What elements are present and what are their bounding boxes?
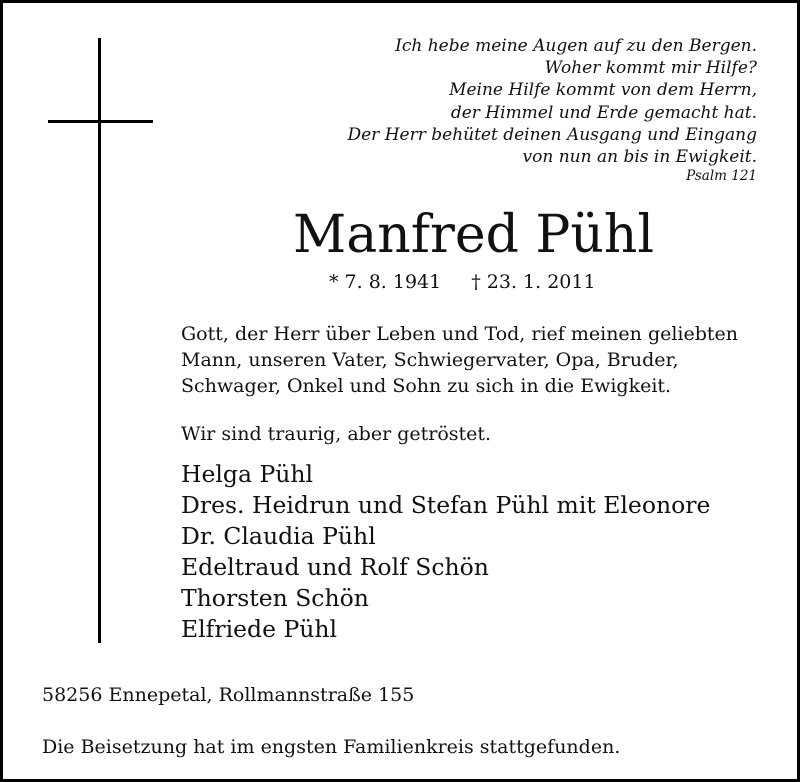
family-member: Dr. Claudia Pühl (181, 522, 376, 550)
psalm-line: Meine Hilfe kommt von dem Herrn, (449, 80, 757, 101)
address-line: 58256 Ennepetal, Rollmannstraße 155 (42, 684, 415, 706)
notice-text-line: Schwager, Onkel und Sohn zu sich in die Ewigkeit. (181, 375, 672, 397)
family-member: Elfriede Pühl (181, 615, 338, 643)
psalm-line: von nun an bis in Ewigkeit. (522, 147, 757, 168)
funeral-note: Die Beisetzung hat im engsten Familienkreis stattgefunden. (42, 736, 621, 758)
psalm-reference: Psalm 121 (686, 168, 757, 184)
notice-text-line: Gott, der Herr über Leben und Tod, rief meinen geliebten (181, 323, 739, 345)
cross-icon-crossbar (48, 120, 153, 123)
family-member: Helga Pühl (181, 460, 314, 488)
family-member: Dres. Heidrun und Stefan Pühl mit Eleonore (181, 491, 711, 519)
life-dates (329, 271, 596, 293)
death-date: † 23. 1. 2011 (471, 271, 596, 293)
family-member: Edeltraud und Rolf Schön (181, 553, 489, 581)
psalm-verse (347, 35, 757, 168)
family-member: Thorsten Schön (181, 584, 369, 612)
psalm-line: der Himmel und Erde gemacht hat. (450, 102, 757, 123)
deceased-name: Manfred Pühl (293, 205, 655, 265)
notice-text (181, 321, 759, 399)
birth-date: * 7. 8. 1941 (329, 271, 442, 293)
condolence-line: Wir sind traurig, aber getröstet. (181, 423, 492, 445)
psalm-line: Ich hebe meine Augen auf zu den Bergen. (395, 36, 757, 56)
psalm-line: Der Herr behütet deinen Ausgang und Eingang (347, 124, 757, 145)
psalm-line: Woher kommt mir Hilfe? (544, 58, 757, 79)
notice-text-line: Mann, unseren Vater, Schwiegervater, Opa, Bruder, (181, 349, 679, 371)
family-list (181, 459, 710, 645)
cross-icon (98, 38, 101, 643)
